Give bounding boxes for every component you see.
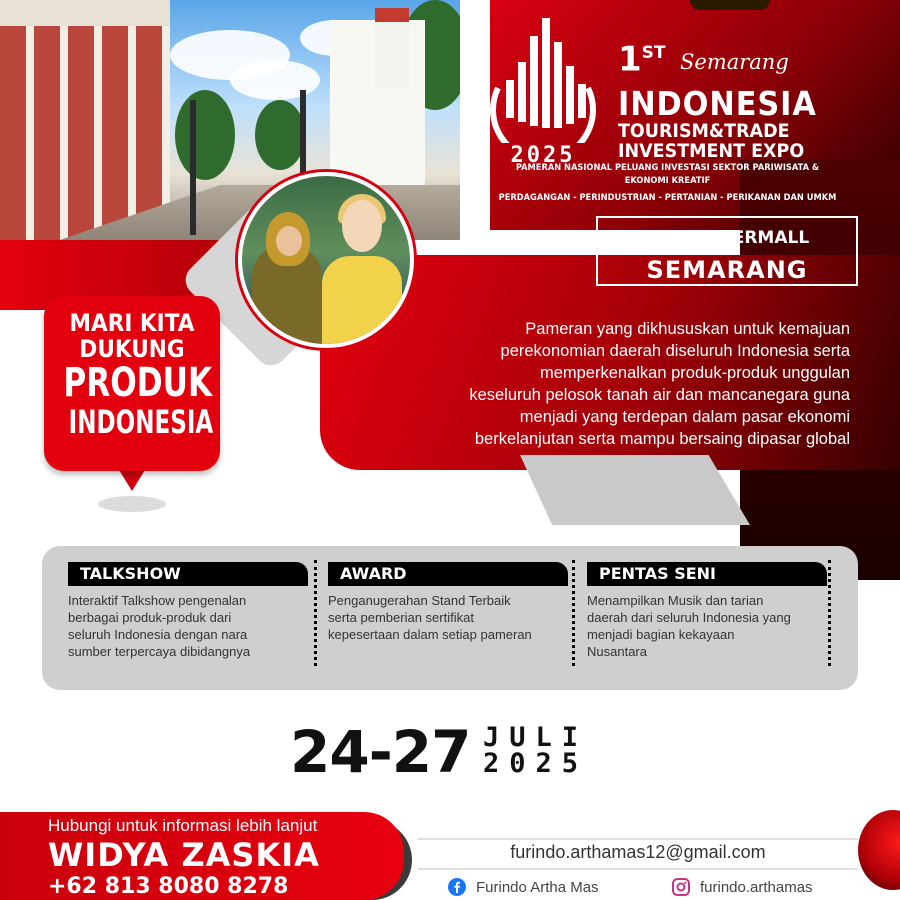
contact-name: WIDYA ZASKIA bbox=[48, 836, 320, 874]
facebook-icon bbox=[448, 878, 466, 896]
feature-title: PENTAS SENI bbox=[587, 562, 827, 586]
feature-pentas-seni bbox=[587, 562, 827, 660]
description-line: memperkenalkan produk-produk unggulan bbox=[539, 364, 850, 382]
contact-phone[interactable]: +62 813 8080 8278 bbox=[48, 874, 289, 899]
promo-text bbox=[44, 310, 220, 440]
event-city: Semarang bbox=[680, 50, 789, 74]
event-year: 2025 bbox=[483, 748, 589, 779]
expo-logo bbox=[478, 18, 608, 168]
event-title-line1: INDONESIA bbox=[618, 84, 817, 123]
feature-description: Interaktif Talkshow pengenalan berbagai produk-produk dari seluruh Indonesia dengan nara sumber terpercaya dibidangnya bbox=[68, 593, 251, 659]
contact-panel bbox=[0, 812, 404, 900]
facebook-label: Furindo Artha Mas bbox=[476, 878, 599, 896]
contact-label: Hubungi untuk informasi lebih lanjut bbox=[48, 816, 318, 835]
event-title-line2: TOURISM&TRADE bbox=[618, 120, 790, 142]
feature-title: TALKSHOW bbox=[68, 562, 308, 586]
venue-box bbox=[596, 216, 858, 286]
instagram-icon bbox=[672, 878, 690, 896]
top-ornament bbox=[690, 0, 770, 10]
dotted-divider bbox=[314, 560, 317, 666]
event-description bbox=[382, 318, 850, 450]
feature-award bbox=[328, 562, 568, 643]
description-line: perekonomian daerah diseluruh Indonesia serta bbox=[500, 342, 850, 360]
venue-city: SEMARANG bbox=[646, 256, 808, 284]
feature-description: Menampilkan Musik dan tarian daerah dari seluruh Indonesia yang menjadi bagian kekayaan Nusantara bbox=[587, 593, 791, 659]
skyline-bars-logo bbox=[478, 18, 608, 143]
description-line: Pameran yang dikhususkan untuk kemajuan bbox=[525, 320, 850, 338]
promo-line2: DUKUNG bbox=[79, 335, 185, 363]
venue-name: JAVA SUPERMALL bbox=[644, 228, 810, 248]
features-panel bbox=[42, 546, 858, 690]
promo-line4: INDONESIA bbox=[68, 403, 214, 441]
edition-badge: 1ST bbox=[618, 39, 666, 80]
dotted-divider bbox=[828, 560, 831, 666]
promo-line3: PRODUK bbox=[63, 360, 213, 406]
description-line: berkelanjutan serta mampu bersaing dipasar global bbox=[474, 430, 850, 448]
event-title-line3: INVESTMENT EXPO bbox=[618, 140, 805, 162]
instagram-label: furindo.arthamas bbox=[700, 878, 813, 896]
description-line: menjadi yang terdepan dalam pasar ekonomi bbox=[519, 408, 850, 426]
event-subtitle: PAMERAN NASIONAL PELUANG INVESTASI SEKTOR PARIWISATA & EKONOMI KREATIF PERDAGANGAN - PERINDUSTRIAN - PERTANIAN - PERIKANAN DAN UMKM bbox=[498, 163, 837, 203]
corner-ornament bbox=[858, 810, 900, 890]
event-date-range: 24-27 bbox=[290, 718, 471, 786]
facebook-link[interactable] bbox=[448, 878, 599, 896]
description-line: keseluruh pelosok tanah air dan mancanegara guna bbox=[469, 386, 850, 404]
instagram-link[interactable] bbox=[672, 878, 813, 896]
footer-divider bbox=[418, 868, 858, 870]
feature-talkshow bbox=[68, 562, 308, 660]
pin-shadow bbox=[98, 496, 166, 512]
logo-year: 2025 bbox=[510, 143, 576, 168]
dotted-divider bbox=[572, 560, 575, 666]
contact-email[interactable]: furindo.arthamas12@gmail.com bbox=[510, 842, 766, 862]
footer-divider bbox=[418, 838, 858, 840]
feature-title: AWARD bbox=[328, 562, 568, 586]
feature-description: Penganugerahan Stand Terbaik serta pemberian sertifikat kepesertaan dalam setiap pameran bbox=[328, 593, 532, 642]
promo-line1: MARI KITA bbox=[69, 309, 195, 337]
event-month: JULI bbox=[483, 722, 589, 753]
